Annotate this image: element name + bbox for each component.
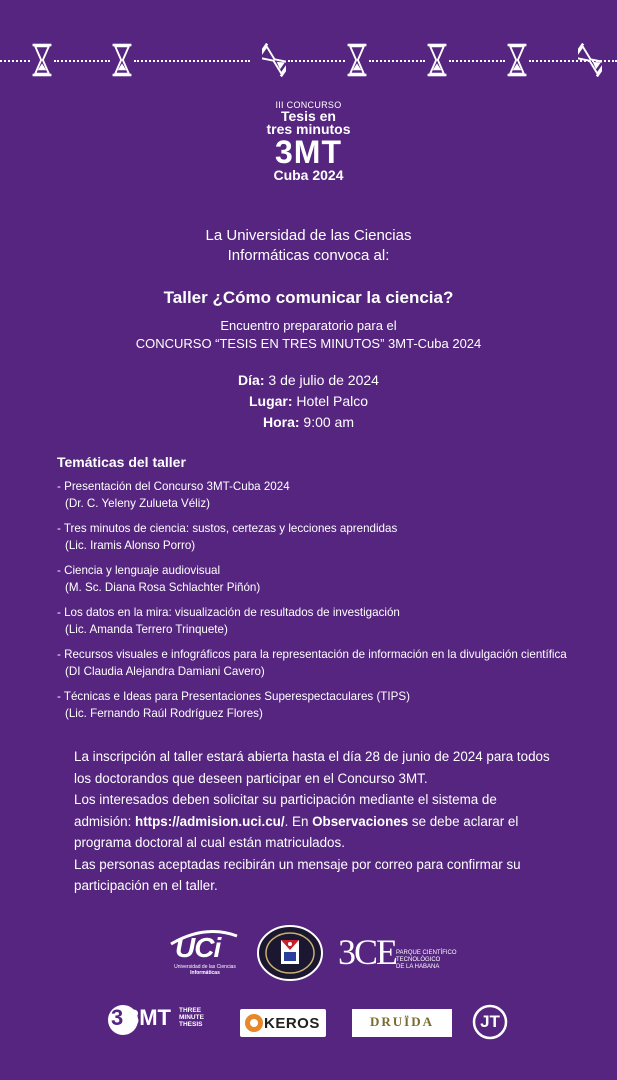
workshop-title: Taller ¿Cómo comunicar la ciencia?: [163, 288, 454, 307]
hourglass-icon: [505, 40, 529, 80]
topic-speaker: (DI Claudia Alejandra Damiani Cavero): [65, 665, 265, 678]
contest-country-year: Cuba 2024: [273, 167, 344, 183]
topic-title: - Técnicas e Ideas para Presentaciones Superespectaculares (TIPS): [57, 690, 410, 703]
contest-acronym: 3MT: [275, 134, 342, 170]
contest-name-line2: tres minutos: [266, 121, 351, 137]
topic-title: - Recursos visuales e infográficos para la representación de información en la divulgación científica: [57, 648, 567, 661]
dotted-line: [0, 60, 30, 62]
topic-speaker: (Dr. C. Yeleny Zulueta Véliz): [65, 497, 210, 510]
seal-icon: [256, 924, 324, 982]
topic-speaker: (Lic. Amanda Terrero Trinquete): [65, 623, 228, 636]
topics-list: [57, 478, 607, 730]
keros-gear-icon: [243, 1012, 265, 1034]
topic-speaker: (Lic. Fernando Raúl Rodríguez Flores): [65, 707, 263, 720]
registration-note: [74, 746, 554, 897]
dotted-line: [54, 60, 110, 62]
topic-title: - Tres minutos de ciencia: sustos, certezas y lecciones aprendidas: [57, 522, 398, 535]
hourglass-icon: [425, 40, 449, 80]
topics-heading: Temáticas del taller: [57, 454, 186, 470]
topic-item: [57, 562, 607, 596]
note-paragraph-1: La inscripción al taller estará abierta hasta el día 28 de junio de 2024 para todos los doctorandos que deseen participar en el Concurso 3MT.: [74, 749, 550, 786]
event-details: [0, 370, 617, 433]
hourglass-icon: [262, 40, 286, 80]
parque-cientifico-logo: 3CE PARQUE CIENTÍFICO TECNOLÓGICO DE LA HABANA: [338, 932, 457, 972]
event-date: Día: 3 de julio de 2024: [238, 372, 379, 388]
workshop-subtitle-line2: CONCURSO “TESIS EN TRES MINUTOS” 3MT-Cuba 2024: [135, 336, 482, 351]
topic-speaker: (M. Sc. Diana Rosa Schlachter Piñón): [65, 581, 261, 594]
keros-logo: KEROS: [240, 1009, 326, 1037]
event-time: Hora: 9:00 am: [262, 414, 355, 430]
topic-item: [57, 478, 607, 512]
jt-logo: JT: [472, 1004, 508, 1040]
topic-item: [57, 604, 607, 638]
contest-edition: III CONCURSO: [275, 100, 342, 110]
topic-item: [57, 646, 607, 680]
event-place: Lugar: Hotel Palco: [248, 393, 369, 409]
hourglass-icon: [30, 40, 54, 80]
topic-item: [57, 688, 607, 722]
contest-name-line1: Tesis en: [281, 108, 336, 124]
hourglass-icon: [110, 40, 134, 80]
dotted-line: [529, 60, 617, 62]
workshop-subtitle-line1: Encuentro preparatorio para el: [220, 318, 397, 333]
note-paragraph-2: Los interesados deben solicitar su participación mediante el sistema de admisión: https://admision.uci.cu/. En Observaciones se debe aclarar el programa doctoral al cual están matriculados.: [74, 792, 519, 850]
dotted-line: [369, 60, 425, 62]
topic-speaker: (Lic. Iramis Alonso Porro): [65, 539, 196, 552]
intro-line1: La Universidad de las Ciencias: [205, 227, 412, 244]
contest-logo: [0, 100, 617, 183]
topic-title: - Los datos en la mira: visualización de resultados de investigación: [57, 606, 400, 619]
admission-link[interactable]: https://admision.uci.cu/: [135, 813, 285, 829]
hourglass-icon: [345, 40, 369, 80]
uci-logo: UCi Universidad de las Ciencias Informáticas: [165, 922, 245, 982]
intro-line2: Informáticas convoca al:: [227, 247, 390, 264]
three-minute-thesis-logo: 3 3MT THREE MINUTE THESIS: [107, 1002, 217, 1040]
note-paragraph-3: Las personas aceptadas recibirán un mensaje por correo para confirmar su participación en el taller.: [74, 856, 521, 893]
druida-logo: DRUÏDA: [352, 1009, 452, 1037]
dotted-line: [134, 60, 250, 62]
topic-item: [57, 520, 607, 554]
dotted-line: [449, 60, 505, 62]
university-seal-logo: [256, 924, 324, 982]
workshop-subtitle: [0, 317, 617, 353]
hourglass-icon: [578, 40, 602, 80]
topic-title: - Presentación del Concurso 3MT-Cuba 2024: [57, 480, 290, 493]
dotted-line: [288, 60, 345, 62]
hourglass-border: [0, 38, 617, 84]
intro-text: [0, 226, 617, 266]
topic-title: - Ciencia y lenguaje audiovisual: [57, 564, 221, 577]
